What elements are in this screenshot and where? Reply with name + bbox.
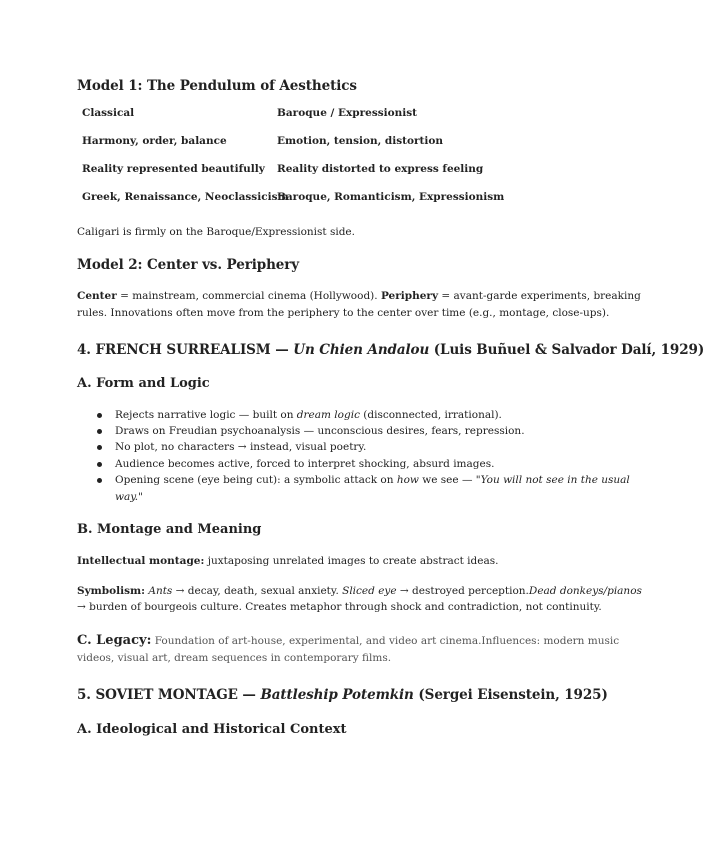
b5-pre: Opening scene (eye being cut): a symbolic attack on (115, 474, 397, 486)
model2-line2: rules. Innovations often move from the periphery to the center over time (e.g., montage, close-ups). (77, 307, 610, 319)
b5-mid: we see — (418, 474, 476, 486)
bullet-icon (97, 445, 102, 450)
table-cell: Classical (82, 107, 135, 119)
section5-suffix: (Sergei Eisenstein, 1925) (413, 687, 608, 703)
model2-line1 (77, 288, 641, 305)
periphery-text: = avant-garde experiments, breaking (438, 290, 641, 302)
context-title: A. Ideological and Historical Context (77, 722, 347, 737)
b1-italic: dream logic (296, 409, 360, 421)
b4-text: Audience becomes active, forced to interpret shocking, absurd images. (115, 458, 495, 470)
list-item (97, 423, 525, 440)
intellectual-montage (77, 553, 498, 570)
table-cell: Baroque / Expressionist (277, 107, 418, 119)
list-item (97, 472, 630, 489)
bullet-icon (97, 429, 102, 434)
list-item (97, 456, 494, 473)
im-text: juxtaposing unrelated images to create abstract ideas. (204, 555, 499, 567)
table-cell: Emotion, tension, distortion (277, 135, 444, 147)
periphery-label: Periphery (380, 290, 439, 302)
section4-prefix: 4. FRENCH SURREALISM — (77, 342, 294, 358)
bullet-icon (97, 413, 102, 418)
model1-note: Caligari is firmly on the Baroque/Expressionist side. (77, 226, 355, 238)
bullet-icon (97, 478, 102, 483)
symbolism-line2: → burden of bourgeois culture. Creates metaphor through shock and contradiction, not continuity. (77, 601, 602, 613)
sym-label: Symbolism: (77, 585, 146, 597)
b5-italic: how (396, 474, 419, 486)
b1-post: (disconnected, irrational). (359, 409, 502, 421)
section5-film: Battleship Potemkin (260, 687, 414, 703)
table-cell: Greek, Renaissance, Neoclassicism (82, 191, 289, 203)
model1-title: Model 1: The Pendulum of Aesthetics (77, 78, 357, 94)
section4-film: Un Chien Andalou (293, 342, 430, 358)
section4-suffix: (Luis Buñuel & Salvador Dalí, 1929) (429, 342, 704, 358)
b5-quote-end: way." (115, 491, 143, 503)
legacy-line2: videos, visual art, dream sequences in contemporary films. (77, 652, 392, 664)
table-cell: Harmony, order, balance (82, 135, 227, 147)
b5-quote: "You will not see in the usual (475, 474, 630, 486)
section5-prefix: 5. SOVIET MONTAGE — (77, 687, 261, 703)
montage-title: B. Montage and Meaning (77, 522, 262, 537)
symbolism-line1 (77, 583, 642, 600)
table-cell: Baroque, Romanticism, Expressionism (277, 191, 505, 203)
b2-text: Draws on Freudian psychoanalysis — unconscious desires, fears, repression. (115, 425, 525, 437)
list-item (97, 439, 366, 456)
model2-title: Model 2: Center vs. Periphery (77, 257, 300, 273)
table-cell: Reality represented beautifully (82, 163, 265, 175)
form-logic-title: A. Form and Logic (77, 376, 210, 391)
table-cell: Reality distorted to express feeling (277, 163, 484, 175)
list-item (97, 407, 502, 424)
center-text: = mainstream, commercial cinema (Hollywood). (116, 290, 381, 302)
section4-heading (77, 342, 704, 358)
donkeys: Dead donkeys/pianos (528, 585, 642, 597)
ants: Ants (148, 585, 173, 597)
eye-text: → destroyed perception. (396, 585, 529, 597)
legacy-line1 (77, 632, 619, 650)
legacy-text1: Foundation of art-house, experimental, and video art cinema.Influences: modern music (151, 635, 620, 647)
center-label: Center (77, 290, 117, 302)
section5-heading (77, 687, 608, 703)
b1-pre: Rejects narrative logic — built on (115, 409, 297, 421)
im-label: Intellectual montage: (77, 555, 205, 567)
legacy-label: C. Legacy: (77, 633, 152, 648)
ants-text: → decay, death, sexual anxiety. (172, 585, 343, 597)
bullet-icon (97, 462, 102, 467)
list-item-continuation (115, 489, 143, 506)
b3-text: No plot, no characters → instead, visual poetry. (115, 441, 367, 453)
sliced-eye: Sliced eye (342, 585, 397, 597)
